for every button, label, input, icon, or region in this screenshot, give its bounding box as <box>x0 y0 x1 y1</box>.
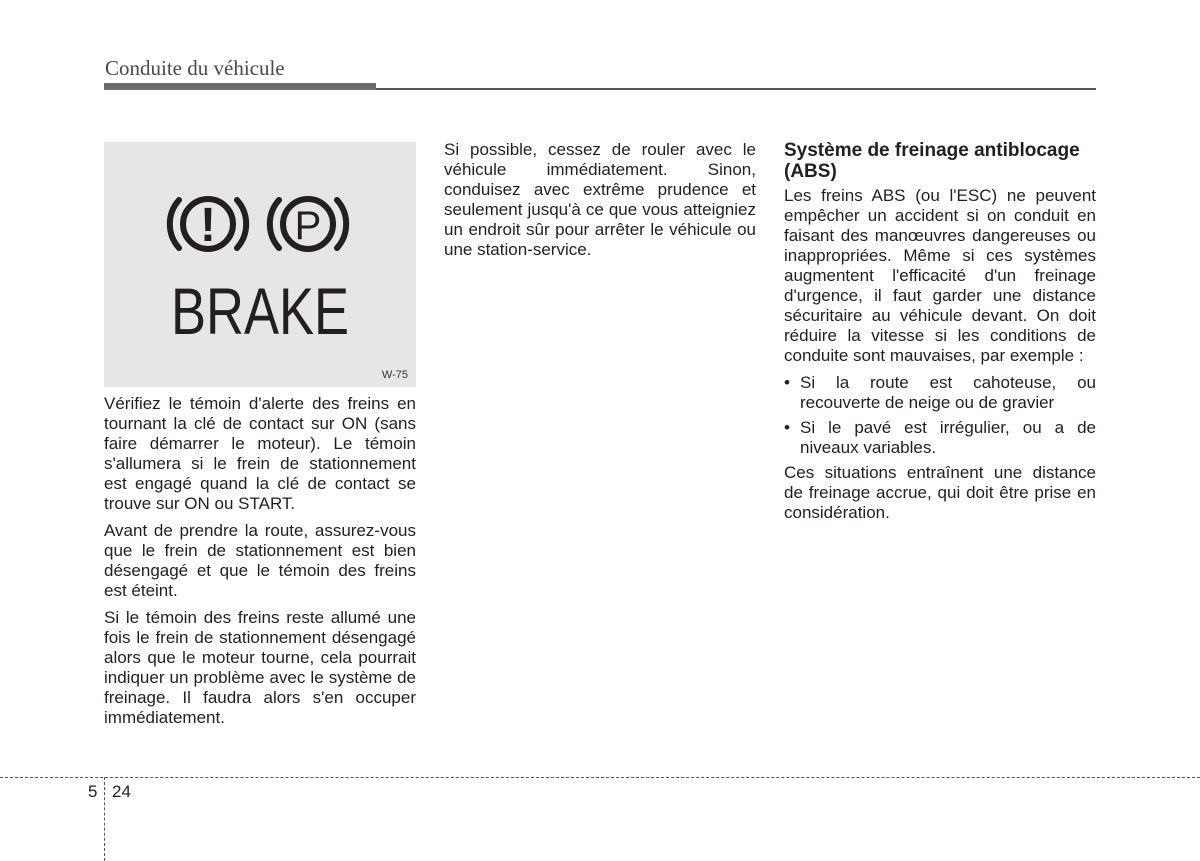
bullet-icon: • <box>784 373 790 392</box>
warning-symbol: ! <box>200 199 216 252</box>
parking-symbol: P <box>294 204 322 248</box>
footer-divider <box>104 777 105 861</box>
list-item-text: Si la route est cahoteuse, ou recouverte de neige ou de gravier <box>800 373 1096 412</box>
bullet-icon: • <box>784 418 790 437</box>
header-rule-accent <box>104 83 376 90</box>
brake-lamp-text: BRAKE <box>171 274 349 348</box>
paragraph: Les freins ABS (ou l'ESC) ne peuvent empêcher un accident si on conduit en faisant des manœuvres dangereuses ou inappropriées. Même si ces systèmes augmentent l'efficacité d'un freinage d'urgence, il faut garder une distance sécuritaire au véhicule devant. On doit réduire la vitesse si les conditions de conduite sont mauvaises, par exemple : <box>784 186 1096 365</box>
brake-warning-figure <box>104 142 416 387</box>
paragraph: Ces situations entraînent une distance de freinage accrue, qui doit être prise en considération. <box>784 463 1096 522</box>
list-item-text: Si le pavé est irrégulier, ou a de niveaux variables. <box>800 418 1096 457</box>
footer-rule <box>0 777 1200 778</box>
column-right <box>784 140 1096 530</box>
paragraph: Si possible, cessez de rouler avec le véhicule immédiatement. Sinon, conduisez avec extrême prudence et seulement jusqu'à ce que vous atteigniez un endroit sûr pour arrêter le véhicule ou une station-service. <box>444 140 756 259</box>
column-middle <box>444 140 756 267</box>
paragraph: Vérifiez le témoin d'alerte des freins en tournant la clé de contact sur ON (sans faire démarrer le moteur). Le témoin s'allumera si le frein de stationnement est engagé quand la clé de contact se trouve sur ON ou START. <box>104 394 416 513</box>
chapter-number: 5 <box>88 782 98 801</box>
bullet-list <box>784 373 1096 458</box>
paragraph: Si le témoin des freins reste allumé une fois le frein de stationnement désengagé alors que le moteur tourne, cela pourrait indiquer un problème avec le système de freinage. Il faudra alors s'en occuper immédiatement. <box>104 608 416 727</box>
list-item <box>784 418 1096 458</box>
page-number: 24 <box>112 782 131 801</box>
section-heading: Système de freinage antiblocage (ABS) <box>784 140 1080 182</box>
list-item <box>784 373 1096 413</box>
page-header-title: Conduite du véhicule <box>105 56 285 80</box>
figure-code: W-75 <box>381 369 408 381</box>
column-left <box>104 394 416 735</box>
brake-warning-lamp-icon <box>104 142 416 387</box>
paragraph: Avant de prendre la route, assurez-vous que le frein de stationnement est bien désengagé et que le témoin des freins est éteint. <box>104 521 416 600</box>
